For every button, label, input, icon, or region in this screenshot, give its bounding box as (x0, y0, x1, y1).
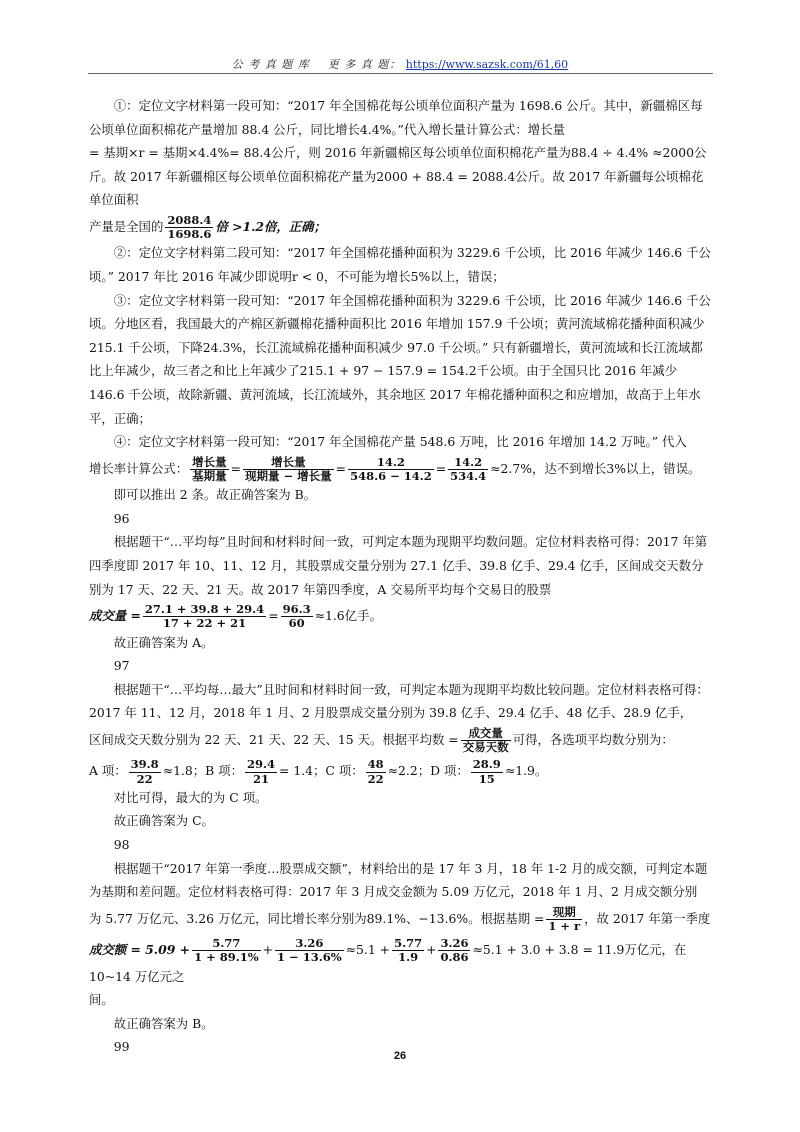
fraction: $\frac{\text{成交量}}{\text{交易天数}}$ (462, 725, 509, 755)
paragraph-item-4: ④：定位文字材料第一段可知：“2017 年全国棉花产量 548.6 万吨，比 2016 年增加 14.2 万吨。” 代入 (113, 434, 687, 450)
paragraph-q97-options: A 项： $\frac{39.8}{22}$ ≈1.8；B 项： $\frac{29.4}{21}$ = 1.4；C 项： $\frac{48}{22}$ ≈2.2；D 项： $\frac{28.9}{15}$ ≈1.9。 (89, 757, 548, 786)
fraction: $\frac{3.26}{0.86}$ (440, 936, 469, 965)
answer-q97: 故正确答案为 C。 (113, 813, 214, 829)
header-divider (88, 73, 713, 74)
paragraph-q97-formula: 区间成交天数分别为 22 天、21 天、22 天、15 天。根据平均数 = $\frac{\text{成交量}}{\text{交易天数}}$ 可得，各选项平均数分别为： (89, 725, 674, 755)
header-brand: 公 考 真 题 库 (231, 58, 310, 71)
header-link[interactable]: https://www.sazsk.com/61,60 (405, 58, 569, 71)
paragraph-q98-formula: 为 5.77 万亿元、3.26 万亿元，同比增长率分别为89.1%、−13.6%。根据基期 = $\frac{\text{现期}}{1 + r}$ ，故 2017 年第一季度 (89, 904, 711, 934)
fraction: $\frac{3.26}{1 - 13.6\%}$ (277, 936, 342, 965)
fraction: $\frac{\text{现期}}{1 + r}$ (548, 904, 581, 934)
fraction: $\frac{27.1 + 39.8 + 29.4}{17 + 22 + 21}$ (144, 602, 265, 631)
fraction: $\frac{29.4}{21}$ (247, 757, 276, 786)
document-body (89, 94, 714, 1059)
fraction: $\frac{96.3}{60}$ (282, 602, 311, 631)
question-number: 96 (113, 510, 130, 526)
paragraph-item-1: ①：定位文字材料第一段可知：“2017 年全国棉花每公顷单位面积产量为 1698.6 公斤。其中，新疆棉区每公顷单位面积棉花产量增加 88.4 公斤，同比增长4.4%。”代入增长量计算公式：增长量 (89, 98, 703, 137)
paragraph-q98-calc: 成交额 = 5.09 + $\frac{5.77}{1 + 89.1\%}$ + $\frac{3.26}{1 - 13.6\%}$ ≈5.1 + $\frac{5.77}{1.9}$ + $\frac{3.26}{0.86}$ ≈5.1 + 3.0 + 3.8 = 11.9万亿元，在 10~14 万亿元之 (89, 936, 687, 984)
conclusion: 即可以推出 2 条。故正确答案为 B。 (113, 487, 317, 503)
paragraph-q97: 根据题干“…平均每…最大”且时间和材料时间一致，可判定本题为现期平均数比较问题。定位材料表格可得：2017 年 11、12 月，2018 年 1 月、2 月股票成交量分别为 39.8 亿手、29.4 亿手、48 亿手、28.9 亿手， (89, 681, 709, 721)
paragraph-item-3: ③：定位文字材料第一段可知：“2017 年全国棉花播种面积为 3229.6 千公顷，比 2016 年减少 146.6 千公顷。分地区看，我国最大的产棉区新疆棉花播种面积比 2016 年增加 157.9 千公顷；黄河流域棉花播种面积减少 215.1 千公顷，下降24.3%，长江流域棉花播种面积减少 97.0 千公顷。” 只有新疆增长，黄河流域和长江流域都比上年减少，故三者之和比上年减少了215.1 + 97 − 157.9 = 154.2千公顷。由于全国只比 2016 年减少 146.6 千公顷，故除新疆、黄河流域，长江流域外，其余地区 2017 年棉花播种面积之和应增加，故高于上年水平，正确； (89, 292, 711, 426)
fraction: $\frac{28.9}{15}$ (472, 757, 501, 786)
fraction: $\frac{5.77}{1 + 89.1\%}$ (194, 936, 259, 965)
paragraph-q98-end: 间。 (89, 992, 114, 1008)
paragraph-item-4-formula: 增长率计算公式： $\frac{\text{增长量}}{\text{基期量}}$ = $\frac{\text{增长量}}{\text{现期量 − 增长量}}$ = $\frac{14.2}{548.6 - 14.2}$ = $\frac{14.2}{534.4}$ ≈2.7%，达不到增长3%以上，错误。 (89, 454, 701, 483)
page-number: 26 (393, 1050, 407, 1062)
header-label: 更 多 真 题： (327, 58, 402, 71)
paragraph-q96-formula: 成交量 = $\frac{27.1 + 39.8 + 29.4}{17 + 22 + 21}$ = $\frac{96.3}{60}$ ≈1.6亿手。 (89, 602, 382, 631)
fraction: $\frac{\text{增长量}}{\text{基期量}}$ (192, 454, 227, 483)
fraction: $\frac{48}{22}$ (367, 757, 384, 786)
comparison-q97: 对比可得，最大的为 C 项。 (113, 789, 268, 805)
paragraph-q98: 根据题干“2017 年第一季度…股票成交额”，材料给出的是 17 年 3 月，18 年 1-2 月的成交额，可判定本题为基期和差问题。定位材料表格可得：2017 年 3 月成交金额为 5.09 万亿元，2018 年 1 月、2 月成交额分别 (89, 860, 708, 900)
question-number: 99 (113, 1039, 130, 1055)
paragraph-item-2: ②：定位文字材料第二段可知：“2017 年全国棉花播种面积为 3229.6 千公顷，比 2016 年减少 146.6 千公顷。” 2017 年比 2016 年减少即说明r < 0，不可能为增长5%以上，错误； (89, 245, 711, 284)
answer-q96: 故正确答案为 A。 (113, 634, 214, 650)
answer-q98: 故正确答案为 B。 (113, 1015, 214, 1031)
page-header (0, 56, 800, 72)
fraction: $\frac{14.2}{534.4}$ (450, 454, 487, 483)
fraction: $\frac{39.8}{22}$ (130, 757, 159, 786)
paragraph-q96: 根据题干“…平均每”且时间和材料时间一致，可判定本题为现期平均数问题。定位材料表格可得：2017 年第四季度即 2017 年 10、11、12 月，其股票成交量分别为 27.1 亿手、39.8 亿手、29.4 亿手，区间成交天数分别为 17 天、22 天、21 天。故 2017 年第四季度，A 交易所平均每个交易日的股票 (89, 534, 708, 597)
fraction: $\frac{14.2}{548.6 - 14.2}$ (350, 454, 432, 483)
question-number: 98 (113, 837, 130, 853)
paragraph-item-1-formula: = 基期×r = 基期×4.4%= 88.4公斤，则 2016 年新疆棉区每公顷单位面积棉花产量为88.4 ÷ 4.4% ≈2000公斤。故 2017 年新疆棉区每公顷单位面积棉花产量为2000 + 88.4 = 2088.4公斤。故 2017 年新疆每公顷棉花单位面积 (89, 145, 707, 208)
fraction: $\frac{2088.4}{1698.6}$ (167, 212, 212, 242)
question-number: 97 (113, 658, 130, 674)
fraction: $\frac{\text{增长量}}{\text{现期量 − 增长量}}$ (245, 454, 332, 483)
paragraph-item-1-ratio: 产量是全国的 $\frac{2088.4}{1698.6}$ 倍 >1.2倍，正确； (89, 212, 326, 242)
fraction: $\frac{5.77}{1.9}$ (394, 936, 423, 965)
